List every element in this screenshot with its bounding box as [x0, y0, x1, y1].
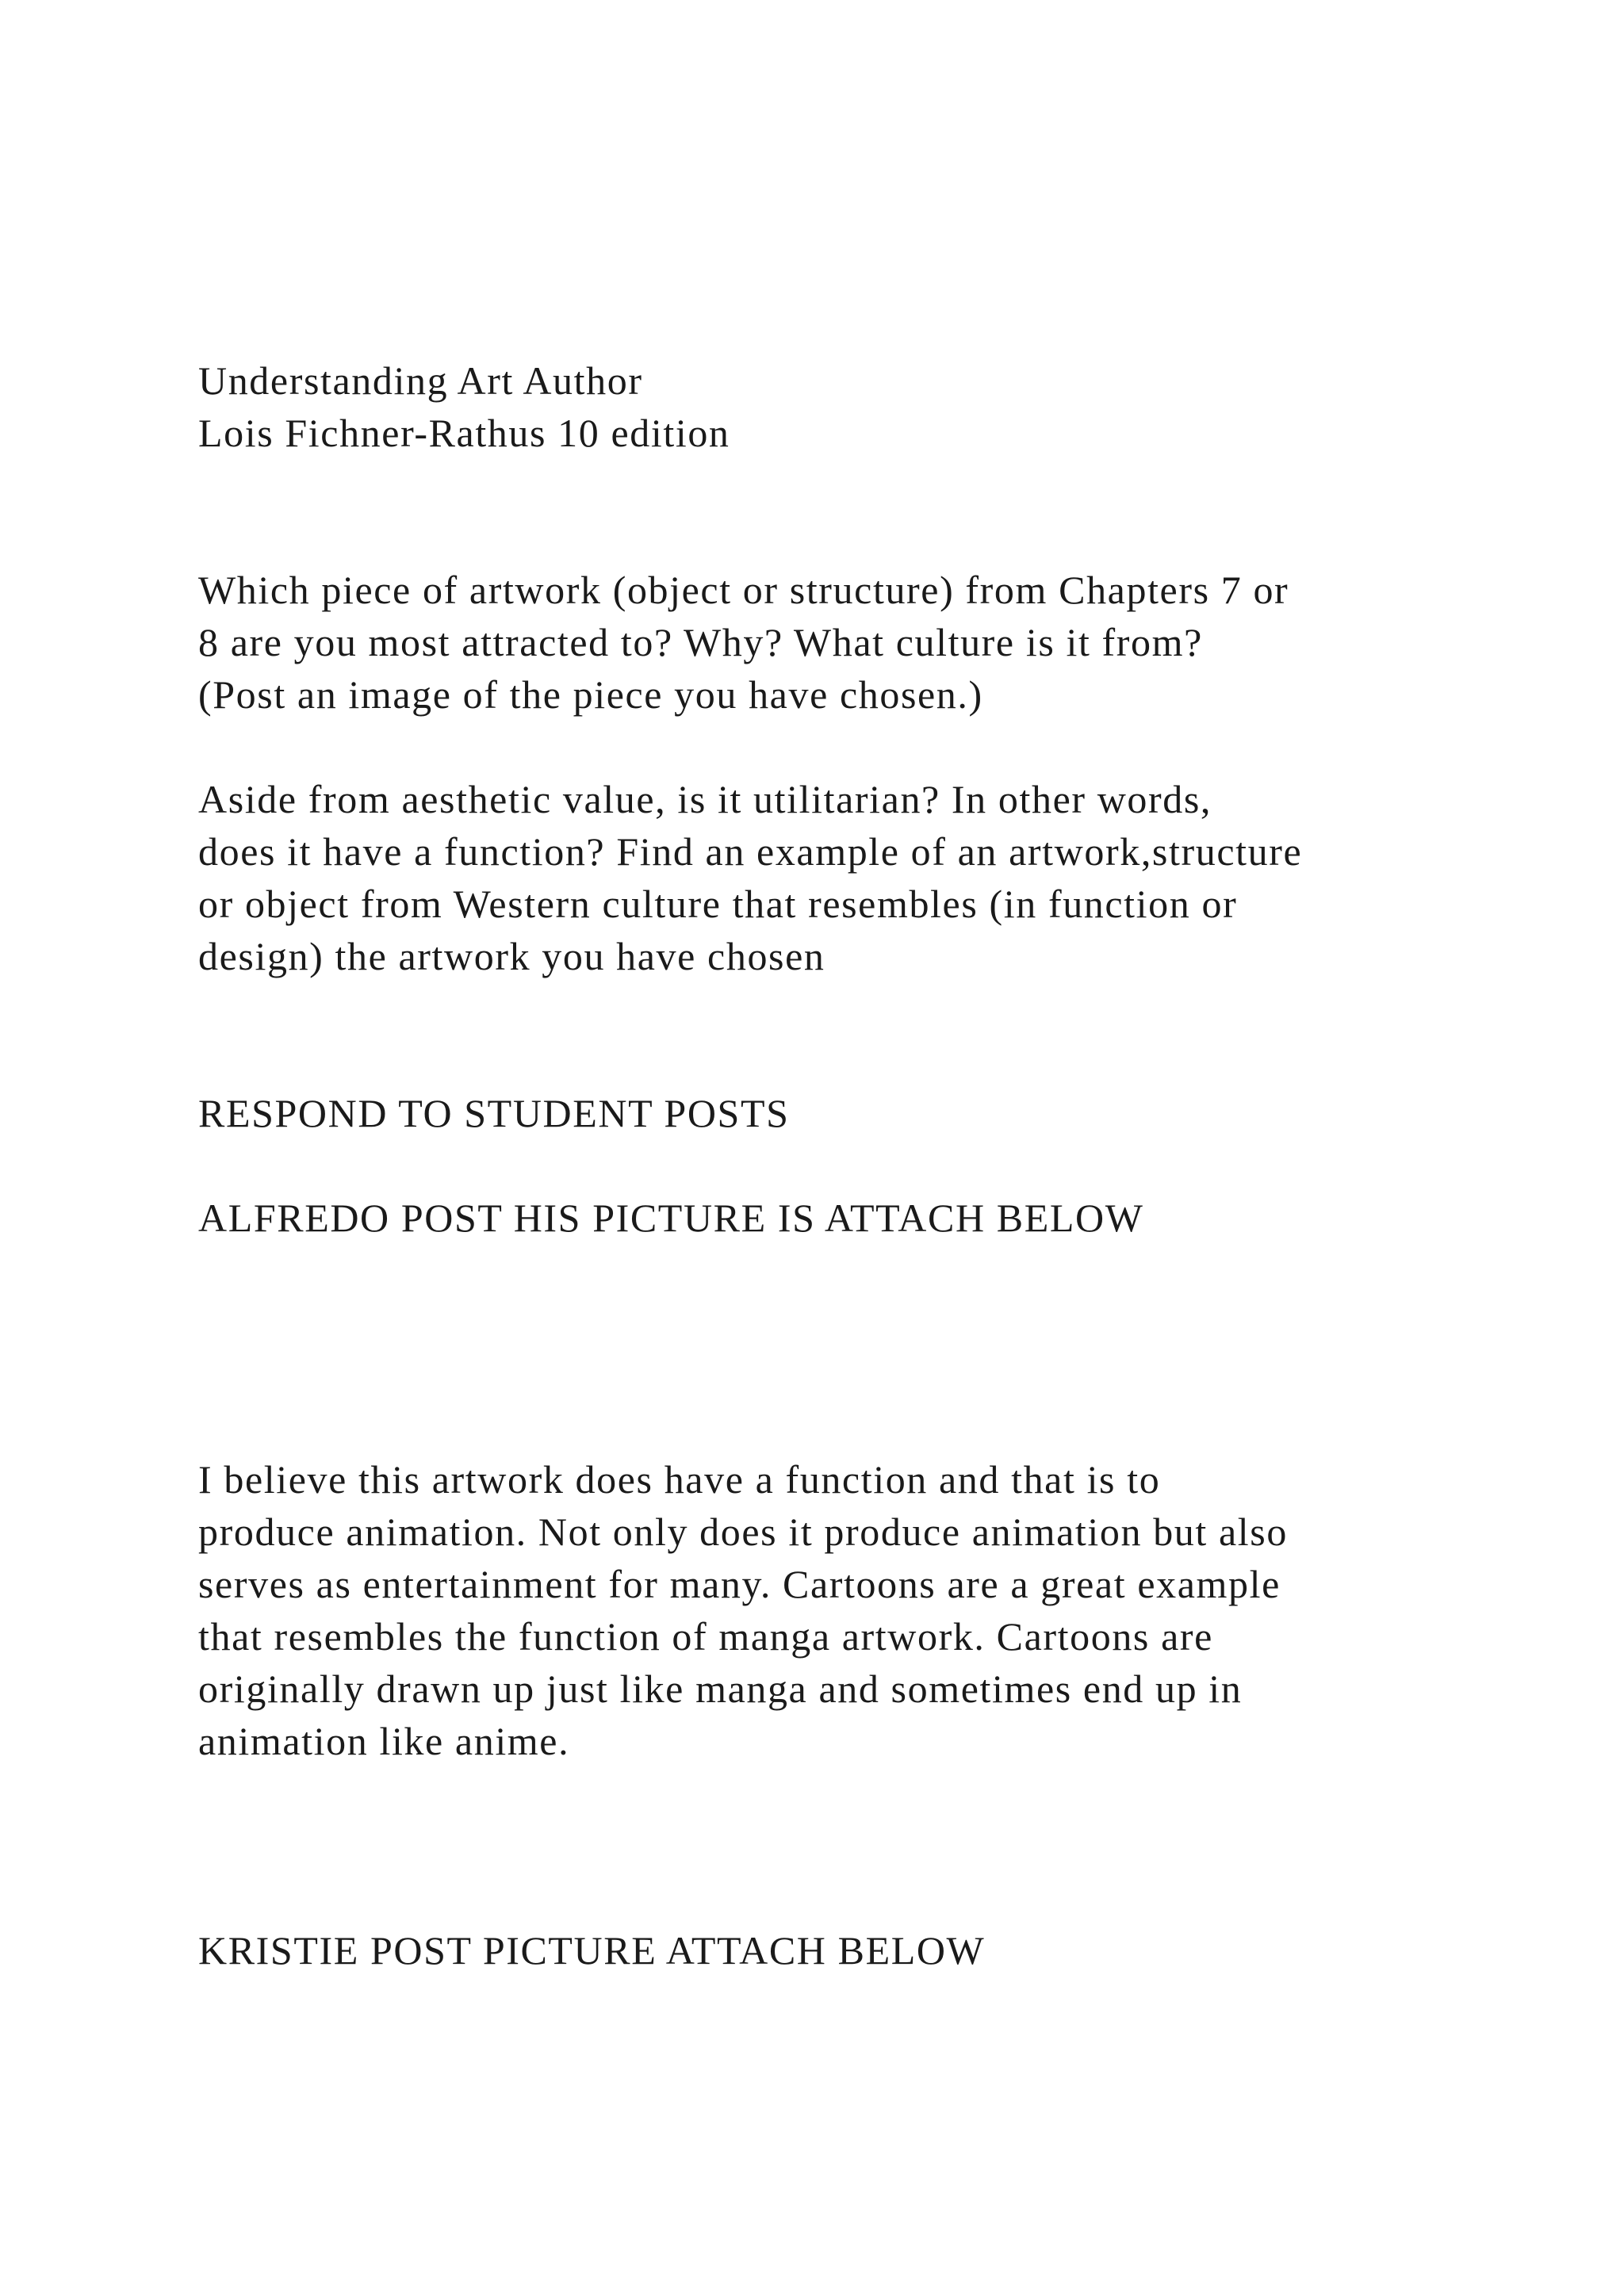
prompt-followup-line-3: or object from Western culture that resembles (in function or [198, 882, 1238, 926]
alfredo-body-line-1: I believe this artwork does have a function and that is to [198, 1457, 1161, 1502]
alfredo-body-line-2: produce animation. Not only does it produce animation but also [198, 1510, 1288, 1554]
prompt-followup-line-2: does it have a function? Find an example of an artwork,structure [198, 829, 1303, 874]
alfredo-body-line-4: that resembles the function of manga artwork. Cartoons are [198, 1614, 1213, 1659]
alfredo-body-line-5: originally drawn up just like manga and sometimes end up in [198, 1667, 1243, 1711]
prompt-question-line-3: (Post an image of the piece you have chosen.) [198, 672, 983, 717]
alfredo-body-line-3: serves as entertainment for many. Cartoons are a great example [198, 1562, 1281, 1606]
prompt-question-line-1: Which piece of artwork (object or structure) from Chapters 7 or [198, 568, 1289, 612]
prompt-followup-line-1: Aside from aesthetic value, is it utilitarian? In other words, [198, 777, 1212, 821]
prompt-followup-line-4: design) the artwork you have chosen [198, 934, 825, 978]
document-author: Lois Fichner-Rathus 10 edition [198, 411, 730, 455]
prompt-question-line-2: 8 are you most attracted to? Why? What culture is it from? [198, 620, 1203, 664]
document-title: Understanding Art Author [198, 358, 643, 403]
kristie-heading: KRISTIE POST PICTURE ATTACH BELOW [198, 1928, 986, 1973]
alfredo-body-line-6: animation like anime. [198, 1719, 570, 1763]
respond-heading: RESPOND TO STUDENT POSTS [198, 1091, 790, 1135]
alfredo-heading: ALFREDO POST HIS PICTURE IS ATTACH BELOW [198, 1196, 1144, 1240]
